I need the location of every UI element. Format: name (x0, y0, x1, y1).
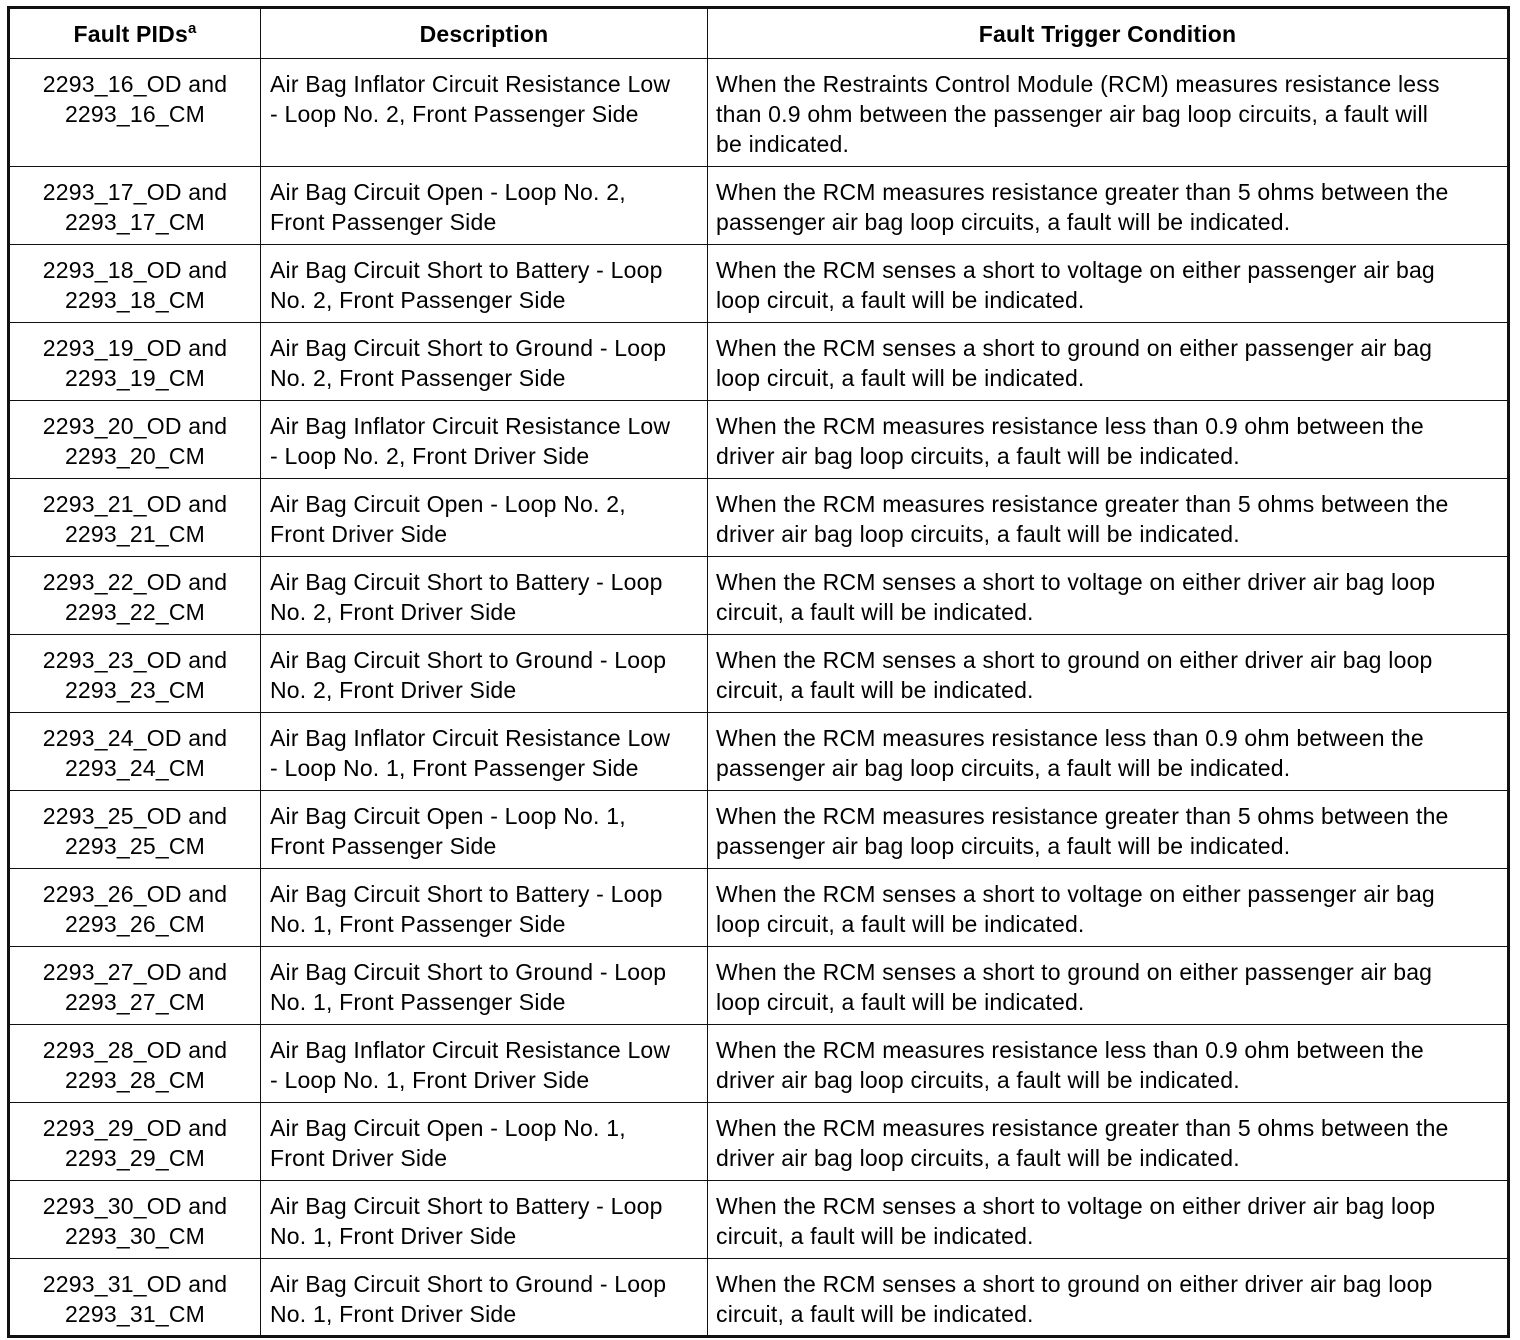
description-cell-line: No. 1, Front Driver Side (270, 1223, 517, 1249)
description-cell-line: Air Bag Inflator Circuit Resistance Low (270, 71, 671, 97)
trigger-condition-cell (708, 869, 1509, 947)
table-row (9, 635, 1509, 713)
fault-pid-cell-line: 2293_21_OD and (42, 491, 228, 517)
trigger-condition-cell (708, 557, 1509, 635)
trigger-condition-cell (708, 323, 1509, 401)
description-cell-line: Air Bag Circuit Short to Ground - Loop (270, 647, 667, 673)
description-cell-line: Air Bag Circuit Short to Battery - Loop (270, 569, 663, 595)
trigger-condition-cell-line: circuit, a fault will be indicated. (716, 1223, 1034, 1249)
fault-pid-cell (9, 401, 261, 479)
trigger-condition-cell-line: driver air bag loop circuits, a fault will be indicated. (716, 521, 1240, 547)
description-cell-line: Air Bag Circuit Open - Loop No. 2, (270, 491, 626, 517)
trigger-condition-cell (708, 167, 1509, 245)
description-cell-line: Air Bag Circuit Short to Ground - Loop (270, 1271, 667, 1297)
table-row (9, 1025, 1509, 1103)
trigger-condition-cell-line: passenger air bag loop circuits, a fault will be indicated. (716, 755, 1291, 781)
table-row (9, 245, 1509, 323)
description-cell-line: Front Driver Side (270, 1145, 448, 1171)
fault-pid-cell-line: 2293_18_OD and (42, 257, 228, 283)
fault-pid-cell-line: 2293_24_CM (64, 755, 206, 781)
fault-pid-cell (9, 947, 261, 1025)
fault-pid-cell (9, 1025, 261, 1103)
description-cell (261, 869, 708, 947)
description-cell-line: No. 2, Front Passenger Side (270, 365, 566, 391)
trigger-condition-cell-line: When the RCM senses a short to ground on either driver air bag loop (716, 1271, 1433, 1297)
fault-pid-cell (9, 791, 261, 869)
fault-pid-cell-line: 2293_24_OD and (42, 725, 228, 751)
table-row (9, 869, 1509, 947)
header-fault-pids (9, 8, 261, 59)
fault-pid-cell-line: 2293_31_CM (64, 1301, 206, 1327)
fault-pid-cell-line: 2293_25_CM (64, 833, 206, 859)
description-cell-line: Air Bag Inflator Circuit Resistance Low (270, 413, 671, 439)
fault-pid-cell-line: 2293_26_CM (64, 911, 206, 937)
description-cell (261, 167, 708, 245)
fault-pid-cell-line: 2293_25_OD and (42, 803, 228, 829)
trigger-condition-cell-line: When the RCM measures resistance greater than 5 ohms between the (716, 491, 1449, 517)
header-row (9, 8, 1509, 59)
trigger-condition-cell (708, 245, 1509, 323)
trigger-condition-cell-line: circuit, a fault will be indicated. (716, 1301, 1034, 1327)
trigger-condition-cell (708, 1259, 1509, 1337)
description-cell (261, 323, 708, 401)
description-cell-line: Air Bag Circuit Short to Battery - Loop (270, 257, 663, 283)
fault-pid-cell-line: 2293_22_OD and (42, 569, 228, 595)
description-cell-line: Air Bag Circuit Open - Loop No. 2, (270, 179, 626, 205)
fault-pid-cell-line: 2293_28_CM (64, 1067, 206, 1093)
description-cell-line: Front Passenger Side (270, 209, 497, 235)
table-header (9, 8, 1509, 59)
trigger-condition-cell-line: loop circuit, a fault will be indicated. (716, 365, 1085, 391)
description-cell (261, 59, 708, 167)
table-row (9, 167, 1509, 245)
fault-pid-cell (9, 869, 261, 947)
trigger-condition-cell-line: When the RCM senses a short to voltage on either driver air bag loop (716, 569, 1436, 595)
header-fault-trigger-condition: Fault Trigger Condition (708, 8, 1509, 59)
trigger-condition-cell-line: When the RCM senses a short to ground on either passenger air bag (716, 959, 1433, 985)
description-cell (261, 713, 708, 791)
table-row (9, 323, 1509, 401)
trigger-condition-cell-line: driver air bag loop circuits, a fault will be indicated. (716, 443, 1240, 469)
fault-pid-cell-line: 2293_16_OD and (42, 71, 228, 97)
description-cell-line: - Loop No. 2, Front Passenger Side (270, 101, 639, 127)
fault-pid-cell-line: 2293_29_CM (64, 1145, 206, 1171)
fault-pid-cell-line: 2293_17_CM (64, 209, 206, 235)
fault-pid-cell (9, 1103, 261, 1181)
fault-pid-cell-line: 2293_17_OD and (42, 179, 228, 205)
header-fault-pids-label: Fault PIDs (73, 20, 188, 47)
table-row (9, 1103, 1509, 1181)
description-cell-line: Front Passenger Side (270, 833, 497, 859)
trigger-condition-cell (708, 401, 1509, 479)
fault-pid-cell-line: 2293_20_OD and (42, 413, 228, 439)
table-row (9, 713, 1509, 791)
table-row (9, 59, 1509, 167)
fault-pid-cell-line: 2293_23_CM (64, 677, 206, 703)
fault-pid-cell (9, 557, 261, 635)
fault-pid-cell (9, 59, 261, 167)
fault-pid-cell-line: 2293_23_OD and (42, 647, 228, 673)
description-cell (261, 1259, 708, 1337)
trigger-condition-cell-line: loop circuit, a fault will be indicated. (716, 911, 1085, 937)
table-row (9, 947, 1509, 1025)
description-cell-line: Air Bag Inflator Circuit Resistance Low (270, 1037, 671, 1063)
fault-pid-cell-line: 2293_27_CM (64, 989, 206, 1015)
trigger-condition-cell-line: than 0.9 ohm between the passenger air bag loop circuits, a fault will (716, 101, 1429, 127)
table-row (9, 1259, 1509, 1337)
description-cell-line: No. 2, Front Driver Side (270, 599, 517, 625)
trigger-condition-cell-line: When the RCM measures resistance greater than 5 ohms between the (716, 179, 1449, 205)
fault-pid-table (7, 6, 1510, 1338)
fault-pid-cell (9, 479, 261, 557)
trigger-condition-cell (708, 947, 1509, 1025)
description-cell (261, 947, 708, 1025)
trigger-condition-cell-line: When the RCM measures resistance less than 0.9 ohm between the (716, 413, 1424, 439)
trigger-condition-cell-line: passenger air bag loop circuits, a fault will be indicated. (716, 209, 1291, 235)
description-cell-line: No. 1, Front Driver Side (270, 1301, 517, 1327)
fault-pid-cell (9, 245, 261, 323)
fault-pid-cell-line: 2293_21_CM (64, 521, 206, 547)
fault-pid-cell-line: 2293_18_CM (64, 287, 206, 313)
description-cell (261, 479, 708, 557)
fault-pid-cell-line: 2293_28_OD and (42, 1037, 228, 1063)
trigger-condition-cell-line: When the RCM senses a short to ground on either passenger air bag (716, 335, 1433, 361)
trigger-condition-cell (708, 791, 1509, 869)
trigger-condition-cell-line: When the RCM measures resistance less than 0.9 ohm between the (716, 1037, 1424, 1063)
trigger-condition-cell-line: When the RCM measures resistance greater than 5 ohms between the (716, 1115, 1449, 1141)
fault-pid-cell-line: 2293_20_CM (64, 443, 206, 469)
table-row (9, 479, 1509, 557)
fault-pid-cell (9, 1259, 261, 1337)
fault-pid-cell (9, 167, 261, 245)
trigger-condition-cell-line: When the Restraints Control Module (RCM) measures resistance less (716, 71, 1440, 97)
description-cell (261, 245, 708, 323)
fault-pid-cell-line: 2293_22_CM (64, 599, 206, 625)
fault-pid-cell-line: 2293_26_OD and (42, 881, 228, 907)
trigger-condition-cell (708, 635, 1509, 713)
description-cell (261, 791, 708, 869)
table-row (9, 401, 1509, 479)
trigger-condition-cell-line: driver air bag loop circuits, a fault will be indicated. (716, 1145, 1240, 1171)
description-cell-line: Air Bag Circuit Short to Ground - Loop (270, 335, 667, 361)
fault-pid-cell (9, 323, 261, 401)
description-cell-line: Air Bag Circuit Short to Ground - Loop (270, 959, 667, 985)
trigger-condition-cell-line: loop circuit, a fault will be indicated. (716, 989, 1085, 1015)
header-fault-pids-footnote-mark: a (187, 19, 197, 37)
fault-pid-cell-line: 2293_19_CM (64, 365, 206, 391)
description-cell-line: No. 2, Front Passenger Side (270, 287, 566, 313)
trigger-condition-cell-line: passenger air bag loop circuits, a fault will be indicated. (716, 833, 1291, 859)
trigger-condition-cell (708, 1025, 1509, 1103)
description-cell-line: Air Bag Inflator Circuit Resistance Low (270, 725, 671, 751)
table-body (9, 59, 1509, 1337)
fault-pid-cell-line: 2293_27_OD and (42, 959, 228, 985)
trigger-condition-cell (708, 1181, 1509, 1259)
description-cell (261, 557, 708, 635)
fault-pid-cell-line: 2293_30_OD and (42, 1193, 228, 1219)
fault-pid-cell-line: 2293_31_OD and (42, 1271, 228, 1297)
trigger-condition-cell-line: When the RCM senses a short to voltage on either driver air bag loop (716, 1193, 1436, 1219)
fault-pid-cell-line: 2293_16_CM (64, 101, 206, 127)
trigger-condition-cell (708, 479, 1509, 557)
description-cell-line: No. 1, Front Passenger Side (270, 911, 566, 937)
header-description: Description (261, 8, 708, 59)
description-cell (261, 1181, 708, 1259)
description-cell (261, 1025, 708, 1103)
trigger-condition-cell-line: When the RCM measures resistance less than 0.9 ohm between the (716, 725, 1424, 751)
trigger-condition-cell-line: be indicated. (716, 131, 850, 157)
fault-pid-cell-line: 2293_30_CM (64, 1223, 206, 1249)
trigger-condition-cell-line: When the RCM senses a short to ground on either driver air bag loop (716, 647, 1433, 673)
description-cell-line: No. 2, Front Driver Side (270, 677, 517, 703)
description-cell-line: - Loop No. 1, Front Passenger Side (270, 755, 639, 781)
fault-pid-cell (9, 1181, 261, 1259)
description-cell (261, 401, 708, 479)
trigger-condition-cell-line: circuit, a fault will be indicated. (716, 677, 1034, 703)
table-row (9, 557, 1509, 635)
trigger-condition-cell-line: loop circuit, a fault will be indicated. (716, 287, 1085, 313)
description-cell-line: - Loop No. 1, Front Driver Side (270, 1067, 590, 1093)
fault-pid-cell (9, 713, 261, 791)
description-cell-line: Air Bag Circuit Open - Loop No. 1, (270, 1115, 626, 1141)
trigger-condition-cell-line: When the RCM senses a short to voltage on either passenger air bag (716, 881, 1435, 907)
trigger-condition-cell (708, 1103, 1509, 1181)
description-cell (261, 1103, 708, 1181)
trigger-condition-cell-line: driver air bag loop circuits, a fault will be indicated. (716, 1067, 1240, 1093)
trigger-condition-cell (708, 59, 1509, 167)
fault-pid-cell-line: 2293_29_OD and (42, 1115, 228, 1141)
table-row (9, 1181, 1509, 1259)
fault-pid-cell (9, 635, 261, 713)
trigger-condition-cell-line: When the RCM measures resistance greater than 5 ohms between the (716, 803, 1449, 829)
trigger-condition-cell-line: When the RCM senses a short to voltage on either passenger air bag (716, 257, 1435, 283)
description-cell-line: Front Driver Side (270, 521, 448, 547)
fault-pid-cell-line: 2293_19_OD and (42, 335, 228, 361)
trigger-condition-cell-line: circuit, a fault will be indicated. (716, 599, 1034, 625)
table-row (9, 791, 1509, 869)
description-cell-line: No. 1, Front Passenger Side (270, 989, 566, 1015)
description-cell-line: Air Bag Circuit Short to Battery - Loop (270, 881, 663, 907)
description-cell-line: Air Bag Circuit Short to Battery - Loop (270, 1193, 663, 1219)
description-cell (261, 635, 708, 713)
description-cell-line: - Loop No. 2, Front Driver Side (270, 443, 590, 469)
trigger-condition-cell (708, 713, 1509, 791)
description-cell-line: Air Bag Circuit Open - Loop No. 1, (270, 803, 626, 829)
